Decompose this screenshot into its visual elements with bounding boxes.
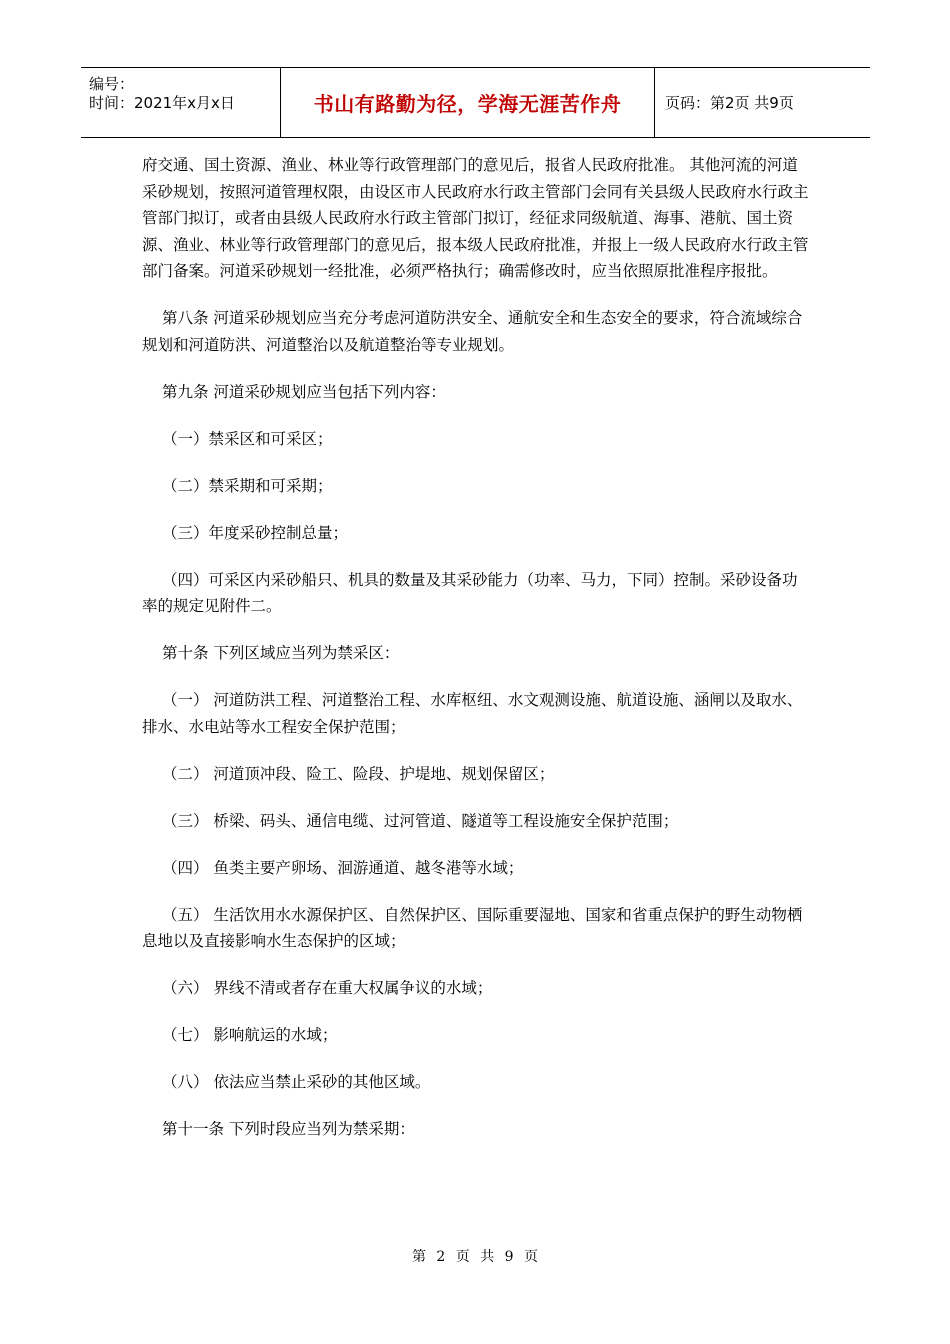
list-item: （二） 河道顶冲段、险工、险段、护堤地、规划保留区； xyxy=(162,764,555,783)
list-item: （七） 影响航运的水域； xyxy=(162,1026,338,1044)
list-item: （三） 桥梁、码头、通信电缆、过河管道、隧道等工程设施安全保护范围； xyxy=(162,811,679,830)
list-item: （二）禁采期和可采期； xyxy=(162,476,333,495)
list-item: （八） 依法应当禁止采砂的其他区域。 xyxy=(162,1073,431,1091)
article-8: 第八条 河道采砂规划应当充分考虑河道防洪安全、通航安全和生态安全的要求，符合流域综合规划和河道防洪、河道整治以及航道整治等专业规划。 xyxy=(142,309,803,354)
list-item: （一）禁采区和可采区； xyxy=(162,429,333,448)
list-item: （六） 界线不清或者存在重大权属争议的水域； xyxy=(162,979,493,997)
list-item: （四） 鱼类主要产卵场、洄游通道、越冬港等水域； xyxy=(162,858,524,877)
page-header xyxy=(81,67,870,138)
header-motto-cell xyxy=(281,68,655,137)
header-page-cell xyxy=(655,68,870,137)
list-item: （一） 河道防洪工程、河道整治工程、水库枢纽、水文观测设施、航道设施、涵闸以及取水、排水、水电站等水工程安全保护范围； xyxy=(142,691,803,736)
document-number-label: 编号： xyxy=(89,75,135,93)
document-body xyxy=(142,152,810,1163)
page-footer: 第 2 页 共 9 页 xyxy=(411,1249,539,1265)
list-item: （五） 生活饮用水水源保护区、自然保护区、国际重要湿地、国家和省重点保护的野生动物栖息地以及直接影响水生态保护的区域； xyxy=(142,905,803,950)
article-11: 第十一条 下列时段应当列为禁采期： xyxy=(162,1120,415,1138)
article-10: 第十条 下列区域应当列为禁采区： xyxy=(162,644,400,662)
document-date-label: 时间：2021年x月x日 xyxy=(89,94,235,112)
paragraph: 府交通、国土资源、渔业、林业等行政管理部门的意见后，报省人民政府批准。 其他河流的河道采砂规划，按照河道管理权限，由设区市人民政府水行政主管部门会同有关县级人民政府水行政主管部门拟订，或者由县级人民政府水行政主管部门拟订，经征求同级航道、海事、港航、国土资源、渔业、林业等行政管理部门的意见后，报本级人民政府批准，并报上一级人民政府水行政主管部门备案。河道采砂规划一经批准，必须严格执行；确需修改时，应当依照原批准程序报批。 xyxy=(142,156,809,280)
header-info-cell xyxy=(81,68,281,137)
article-9: 第九条 河道采砂规划应当包括下列内容： xyxy=(162,382,446,401)
list-item: （三）年度采砂控制总量； xyxy=(162,523,349,542)
list-item: （四）可采区内采砂船只、机具的数量及其采砂能力（功率、马力，下同）控制。采砂设备功率的规定见附件二。 xyxy=(142,570,798,615)
header-motto: 书山有路勤为径，学海无涯苦作舟 xyxy=(313,92,622,116)
header-page-number: 页码：第2页 共9页 xyxy=(665,94,794,112)
